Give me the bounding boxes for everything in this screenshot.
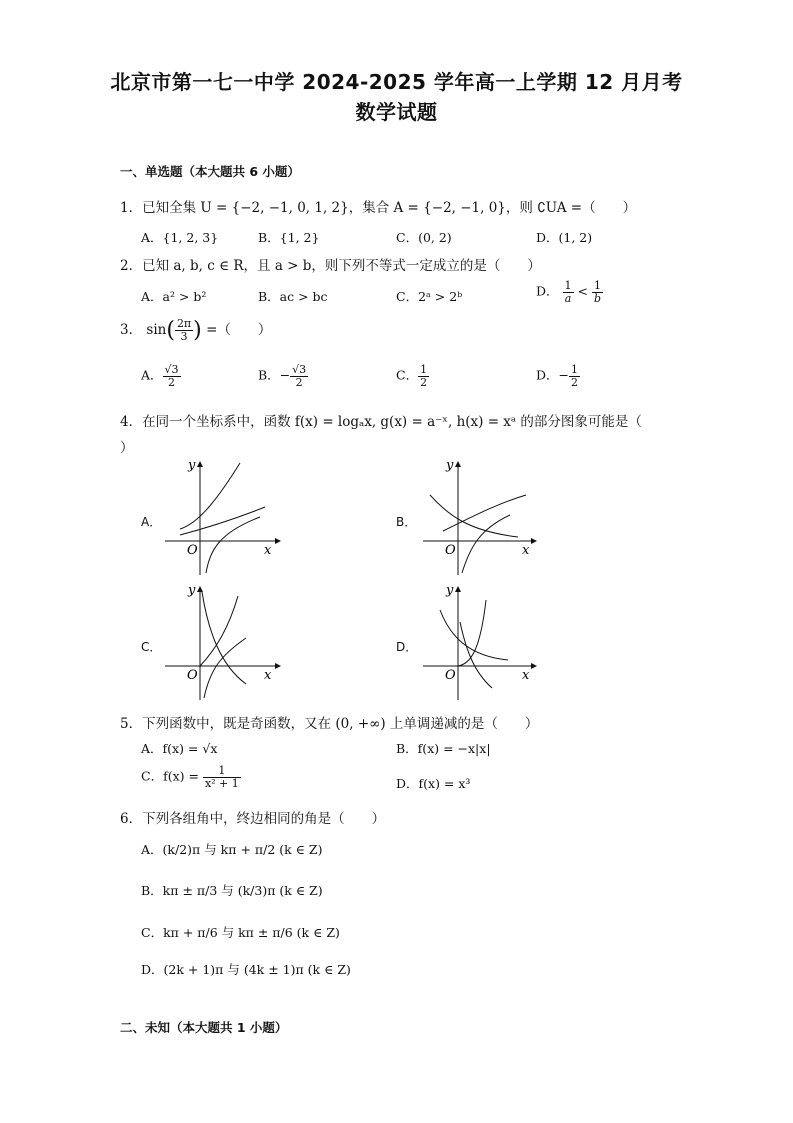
q3-option-d: D．− $\frac{1}{2}$: [536, 363, 579, 389]
q4-graph-c: [160, 580, 285, 705]
question-4-stem-cont: ）: [120, 440, 134, 456]
question-1-stem: 1．已知全集 U = {−2, −1, 0, 1, 2}，集合 A = {−2, −1, 0}，则 ∁UA =（ ）: [120, 200, 637, 216]
origin-label: O: [187, 543, 198, 558]
q5-option-a: A．f(x) = √x: [141, 741, 218, 756]
origin-label: O: [187, 668, 198, 683]
q3-option-b: B．− $\frac{√3}{2}$: [258, 363, 307, 389]
y-axis-label: y: [188, 583, 196, 598]
x-axis-label: x: [264, 668, 272, 683]
q4-graph-label-d: D．: [396, 640, 418, 654]
question-2-stem: 2．已知 a, b, c ∈ R，且 a > b，则下列不等式一定成立的是（ ）: [120, 258, 541, 274]
q3-option-c: C． $\frac{1}{2}$: [396, 363, 428, 389]
x-axis-label: x: [522, 668, 530, 683]
exam-subtitle: 数学试题: [355, 100, 438, 124]
q6-option-a: A．(k/2)π 与 kπ + π/2 (k ∈ Z): [141, 842, 323, 857]
fraction: $\frac{1}{b}$: [593, 279, 602, 305]
question-3-stem: 3． sin( $\frac{2\pi}{3}$ ) =（ ）: [120, 317, 272, 343]
q3-option-a: A． $\frac{√3}{2}$: [141, 363, 179, 389]
q5-option-d: D．f(x) = x³: [396, 776, 471, 791]
q1-option-a: A．{1, 2, 3}: [141, 230, 219, 245]
y-axis-label: y: [188, 458, 196, 473]
origin-label: O: [445, 543, 456, 558]
x-axis-label: x: [522, 543, 530, 558]
x-axis-label: x: [264, 543, 272, 558]
q1-option-b: B．{1, 2}: [258, 230, 320, 245]
q2-option-c: C．2ᵃ > 2ᵇ: [396, 289, 463, 304]
q4-graph-a: [160, 455, 285, 580]
q2-option-d-label: D．: [536, 283, 559, 299]
q4-graph-label-a: A．: [141, 515, 162, 529]
q2-option-b: B．ac > bc: [258, 289, 328, 304]
y-axis-label: y: [446, 458, 454, 473]
q1-option-d: D．(1, 2): [536, 230, 593, 245]
q6-option-b: B．kπ ± π/3 与 (k/3)π (k ∈ Z): [141, 883, 323, 898]
question-6-stem: 6．下列各组角中，终边相同的角是（ ）: [120, 811, 386, 827]
fraction: $\frac{1}{a}$: [564, 279, 572, 305]
q6-option-d: D．(2k + 1)π 与 (4k ± 1)π (k ∈ Z): [141, 962, 351, 977]
q2-option-a: A．a² > b²: [141, 289, 207, 304]
fraction: $\frac{2\pi}{3}$: [176, 317, 192, 343]
section-heading-single-choice: 一、单选题（本大题共 6 小题）: [120, 164, 300, 179]
q4-graph-b: [418, 455, 543, 580]
origin-label: O: [445, 668, 456, 683]
exam-title: 北京市第一七一中学 2024-2025 学年高一上学期 12 月月考: [110, 70, 683, 94]
q4-graph-label-b: B．: [396, 515, 417, 529]
q6-option-c: C．kπ + π/6 与 kπ ± π/6 (k ∈ Z): [141, 925, 340, 940]
q4-graph-label-c: C．: [141, 640, 162, 654]
y-axis-label: y: [446, 583, 454, 598]
q1-option-c: C．(0, 2): [396, 230, 452, 245]
q2-option-d: D． $\frac{1}{a}$ < $\frac{1}{b}$: [536, 279, 602, 305]
question-4-stem: 4．在同一个坐标系中，函数 f(x) = logₐx, g(x) = a⁻ˣ, h(x) = xᵃ 的部分图象可能是（: [120, 414, 642, 430]
q4-graph-d: [418, 580, 543, 705]
q5-option-c: C．f(x) = $\frac{1}{\text{x² + 1}}$: [141, 764, 239, 790]
question-5-stem: 5．下列函数中，既是奇函数，又在 (0, +∞) 上单调递减的是（ ）: [120, 716, 539, 732]
section-heading-unknown: 二、未知（本大题共 1 小题）: [120, 1020, 288, 1035]
q5-option-b: B．f(x) = −x|x|: [396, 741, 491, 756]
